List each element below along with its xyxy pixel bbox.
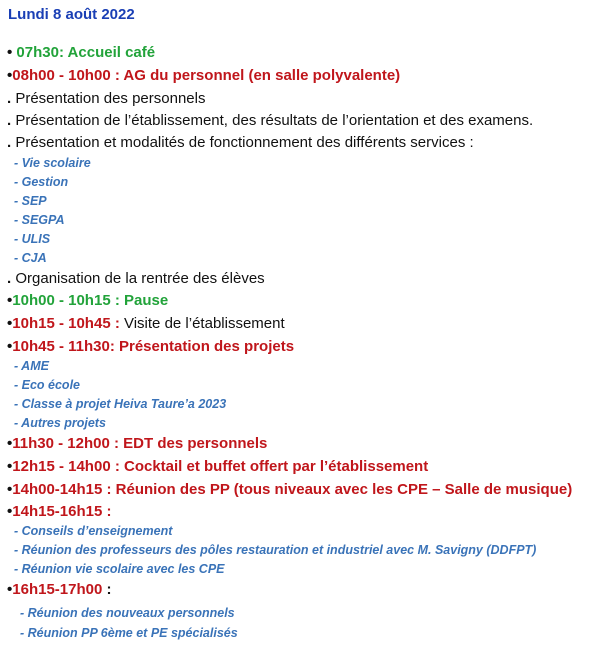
list-item: - Réunion des professeurs des pôles restauration et industriel avec M. Savigny (DDFPT) bbox=[14, 543, 537, 557]
list-item: - Conseils d’enseignement bbox=[14, 524, 173, 538]
list-item: - Réunion des nouveaux personnels bbox=[20, 606, 235, 620]
list-item: - CJA bbox=[14, 251, 47, 265]
agenda-item-edt bbox=[7, 434, 267, 454]
list-item: - Gestion bbox=[14, 175, 69, 189]
agenda-subline bbox=[7, 269, 265, 289]
list-item: - Eco école bbox=[14, 378, 80, 392]
bullet: • bbox=[7, 458, 13, 475]
agenda-item-1415 bbox=[7, 502, 112, 522]
list-item: - ULIS bbox=[14, 232, 51, 246]
item-text: Organisation de la rentrée des élèves bbox=[15, 270, 265, 287]
bullet: • bbox=[7, 481, 13, 498]
bullet: . bbox=[7, 134, 16, 151]
agenda-subline bbox=[7, 133, 474, 153]
time-heading: 14h00-14h15 : Réunion des PP (tous niveaux avec les CPE – Salle de musique) bbox=[12, 481, 573, 498]
agenda-item-visite bbox=[7, 314, 285, 334]
bullet: • bbox=[7, 503, 13, 520]
agenda-subline bbox=[7, 111, 533, 131]
list-item: - AME bbox=[14, 359, 49, 373]
bullet: • bbox=[7, 44, 17, 61]
list-item: - Classe à projet Heiva Taure’a 2023 bbox=[14, 397, 227, 411]
item-text: : bbox=[102, 581, 112, 598]
bullet: • bbox=[7, 292, 13, 309]
list-item: - Vie scolaire bbox=[14, 156, 91, 170]
time-heading: 12h15 - 14h00 : Cocktail et buffet offert par l’établissement bbox=[12, 458, 429, 475]
list-item: - Réunion PP 6ème et PE spécialisés bbox=[20, 626, 238, 640]
agenda-item-accueil bbox=[7, 43, 155, 63]
item-text: Visite de l’établissement bbox=[119, 315, 285, 332]
list-item: - Autres projets bbox=[14, 416, 106, 430]
bullet: • bbox=[7, 435, 13, 452]
agenda-item-pause bbox=[7, 291, 168, 311]
time-heading: 16h15-17h00 bbox=[12, 581, 103, 598]
page-title: Lundi 8 août 2022 bbox=[8, 6, 135, 23]
bullet: . bbox=[7, 270, 16, 287]
list-item: - SEGPA bbox=[14, 213, 65, 227]
agenda-item-1615 bbox=[7, 580, 112, 600]
item-text: Présentation de l’établissement, des résultats de l’orientation et des examens. bbox=[15, 112, 534, 129]
time-heading: 08h00 - 10h00 : AG du personnel (en salle polyvalente) bbox=[12, 67, 401, 84]
bullet: . bbox=[7, 112, 16, 129]
bullet: • bbox=[7, 338, 13, 355]
list-item: - SEP bbox=[14, 194, 47, 208]
agenda-item-projets bbox=[7, 337, 294, 357]
bullet: • bbox=[7, 581, 13, 598]
bullet: . bbox=[7, 90, 16, 107]
list-item: - Réunion vie scolaire avec les CPE bbox=[14, 562, 225, 576]
agenda-subline bbox=[7, 89, 205, 109]
item-text: Présentation des personnels bbox=[15, 90, 206, 107]
time-heading: 10h15 - 10h45 : bbox=[12, 315, 120, 332]
time-heading: 10h45 - 11h30: Présentation des projets bbox=[12, 338, 295, 355]
bullet: • bbox=[7, 67, 13, 84]
bullet: • bbox=[7, 315, 13, 332]
time-heading: 07h30: Accueil café bbox=[16, 44, 156, 61]
agenda-item-ag bbox=[7, 66, 400, 86]
item-text: Présentation et modalités de fonctionnement des différents services : bbox=[15, 134, 474, 151]
agenda-item-reunion-pp bbox=[7, 480, 572, 500]
time-heading: 14h15-16h15 : bbox=[12, 503, 112, 520]
time-heading: 11h30 - 12h00 : EDT des personnels bbox=[12, 435, 268, 452]
time-heading: 10h00 - 10h15 : Pause bbox=[12, 292, 169, 309]
agenda-item-cocktail bbox=[7, 457, 428, 477]
